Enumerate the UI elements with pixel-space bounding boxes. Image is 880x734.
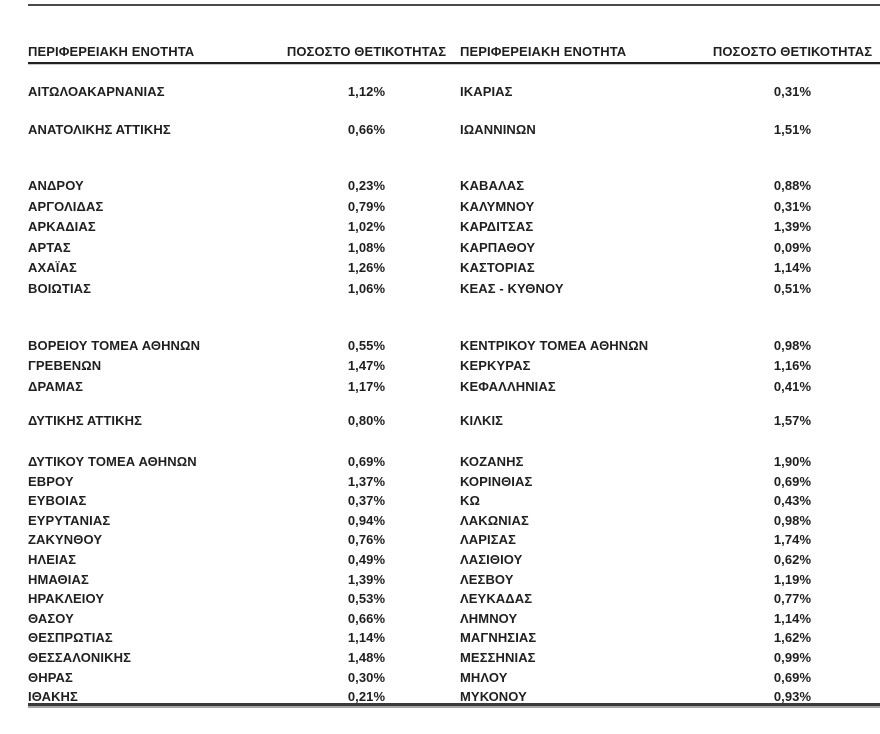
region-name-right: ΚΕΑΣ - ΚΥΘΝΟΥ	[460, 280, 564, 296]
table-row	[28, 379, 880, 400]
region-name-left: ΑΡΚΑΔΙΑΣ	[28, 219, 96, 234]
positivity-value-right: 0,77%	[773, 591, 812, 607]
positivity-value-right: 1,19%	[773, 571, 812, 587]
positivity-value-left: 1,08%	[347, 239, 386, 255]
table-body	[0, 65, 880, 709]
region-name-right: ΚΑΡΔΙΤΣΑΣ	[460, 219, 534, 234]
table-row	[28, 178, 880, 199]
region-name-right: ΛΕΥΚΑΔΑΣ	[460, 591, 533, 607]
header-positivity-right: ΠΟΣΟΣΤΟ ΘΕΤΙΚΟΤΗΤΑΣ	[712, 44, 873, 59]
column-gap	[450, 513, 460, 533]
column-gap	[450, 493, 460, 513]
region-name-left: ΗΡΑΚΛΕΙΟΥ	[28, 591, 105, 607]
table-row	[28, 240, 880, 261]
table-row	[28, 358, 880, 379]
table-row	[28, 413, 880, 434]
row-group	[0, 454, 880, 709]
table-row	[28, 670, 880, 690]
positivity-value-right: 1,90%	[773, 454, 812, 469]
positivity-value-left: 0,23%	[347, 178, 386, 193]
column-gap	[450, 84, 460, 122]
region-name-right: ΚΑΒΑΛΑΣ	[460, 178, 525, 193]
positivity-value-right: 0,88%	[773, 178, 812, 193]
table-row	[28, 454, 880, 474]
region-name-right: ΚΙΛΚΙΣ	[460, 413, 504, 428]
positivity-value-right: 0,69%	[773, 473, 812, 489]
column-gap	[450, 591, 460, 611]
column-gap	[450, 219, 460, 240]
table-row	[28, 611, 880, 631]
header-region-left: ΠΕΡΙΦΕΡΕΙΑΚΗ ΕΝΟΤΗΤΑ	[28, 44, 195, 59]
column-gap	[450, 281, 460, 302]
region-name-right: ΚΑΡΠΑΘΟΥ	[460, 239, 536, 255]
table-row	[28, 552, 880, 572]
positivity-value-right: 1,14%	[773, 610, 812, 626]
region-name-left: ΘΗΡΑΣ	[28, 669, 73, 685]
table-row	[28, 199, 880, 220]
column-gap	[450, 650, 460, 670]
table-row	[28, 630, 880, 650]
region-name-left: ΘΕΣΣΑΛΟΝΙΚΗΣ	[28, 649, 131, 665]
region-name-right: ΜΑΓΝΗΣΙΑΣ	[460, 630, 537, 646]
column-gap	[450, 178, 460, 199]
region-name-left: ΔΡΑΜΑΣ	[28, 378, 84, 394]
region-name-left: ΓΡΕΒΕΝΩΝ	[28, 358, 102, 373]
column-gap	[450, 379, 460, 400]
positivity-value-right: 1,62%	[773, 630, 812, 646]
region-name-right: ΚΑΛΥΜΝΟΥ	[460, 198, 535, 214]
positivity-value-right: 0,31%	[773, 198, 812, 214]
region-name-right: ΚΟΡΙΝΘΙΑΣ	[460, 473, 533, 489]
positivity-value-left: 0,53%	[347, 591, 386, 607]
column-gap	[450, 44, 460, 59]
positivity-value-left: 0,94%	[347, 512, 386, 528]
positivity-value-right: 0,93%	[773, 689, 812, 705]
positivity-value-left: 0,69%	[347, 454, 386, 469]
positivity-value-left: 0,55%	[347, 337, 386, 353]
region-name-left: ΒΟΙΩΤΙΑΣ	[28, 280, 92, 296]
column-gap	[450, 689, 460, 709]
positivity-value-right: 0,31%	[773, 84, 812, 99]
region-name-left: ΙΘΑΚΗΣ	[28, 689, 78, 705]
region-name-left: ΑΧΑΪΑΣ	[28, 260, 77, 275]
region-name-right: ΙΩΑΝΝΙΝΩΝ	[460, 122, 536, 137]
positivity-value-right: 0,99%	[773, 649, 812, 665]
positivity-value-left: 0,79%	[347, 198, 386, 214]
column-gap	[450, 240, 460, 261]
table-row	[28, 493, 880, 513]
region-name-right: ΛΕΣΒΟΥ	[460, 571, 514, 587]
table-row	[28, 572, 880, 592]
region-name-left: ΑΙΤΩΛΟΑΚΑΡΝΑΝΙΑΣ	[28, 84, 165, 99]
region-name-left: ΗΜΑΘΙΑΣ	[28, 571, 89, 587]
positivity-value-left: 1,14%	[347, 630, 386, 646]
row-group	[0, 338, 880, 400]
positivity-value-left: 1,37%	[347, 473, 386, 489]
region-name-left: ΑΝΑΤΟΛΙΚΗΣ ΑΤΤΙΚΗΣ	[28, 122, 171, 137]
row-group	[0, 178, 880, 301]
positivity-value-left: 0,21%	[347, 689, 386, 705]
table-row	[28, 513, 880, 533]
positivity-value-left: 0,49%	[347, 551, 386, 567]
positivity-value-left: 0,37%	[347, 493, 386, 509]
column-gap	[450, 260, 460, 281]
region-name-right: ΚΕΝΤΡΙΚΟΥ ΤΟΜΕΑ ΑΘΗΝΩΝ	[460, 337, 649, 353]
table-row	[28, 591, 880, 611]
positivity-value-right: 0,09%	[773, 239, 812, 255]
region-name-right: ΛΑΚΩΝΙΑΣ	[460, 512, 529, 528]
positivity-value-right: 1,14%	[773, 260, 812, 275]
region-name-left: ΕΥΡΥΤΑΝΙΑΣ	[28, 512, 111, 528]
region-name-left: ΑΝΔΡΟΥ	[28, 178, 84, 193]
region-name-right: ΛΑΡΙΣΑΣ	[460, 532, 517, 548]
region-name-right: ΚΑΣΤΟΡΙΑΣ	[460, 260, 535, 275]
region-name-right: ΙΚΑΡΙΑΣ	[460, 84, 513, 99]
positivity-value-right: 1,16%	[773, 358, 812, 373]
positivity-value-right: 0,62%	[773, 551, 812, 567]
row-group	[0, 413, 880, 434]
region-name-right: ΚΕΦΑΛΛΗΝΙΑΣ	[460, 378, 556, 394]
positivity-value-right: 0,41%	[773, 378, 812, 394]
region-name-left: ΑΡΓΟΛΙΔΑΣ	[28, 198, 104, 214]
column-gap	[450, 413, 460, 434]
table-row	[28, 281, 880, 302]
header-positivity-left: ΠΟΣΟΣΤΟ ΘΕΤΙΚΟΤΗΤΑΣ	[286, 44, 447, 59]
table-row	[28, 260, 880, 281]
column-gap	[450, 338, 460, 359]
positivity-value-left: 0,66%	[347, 122, 386, 137]
header-region-right: ΠΕΡΙΦΕΡΕΙΑΚΗ ΕΝΟΤΗΤΑ	[460, 44, 627, 59]
positivity-value-right: 1,57%	[773, 413, 812, 428]
table-row	[28, 219, 880, 240]
column-gap	[450, 532, 460, 552]
positivity-value-right: 1,74%	[773, 532, 812, 548]
table-row	[28, 474, 880, 494]
region-name-left: ΑΡΤΑΣ	[28, 239, 71, 255]
region-name-right: ΛΑΣΙΘΙΟΥ	[460, 551, 523, 567]
region-name-left: ΒΟΡΕΙΟΥ ΤΟΜΕΑ ΑΘΗΝΩΝ	[28, 337, 201, 353]
positivity-value-right: 0,69%	[773, 669, 812, 685]
positivity-value-left: 0,30%	[347, 669, 386, 685]
positivity-value-left: 1,17%	[347, 378, 386, 394]
column-gap	[450, 358, 460, 379]
region-name-right: ΜΥΚΟΝΟΥ	[460, 689, 527, 705]
region-name-left: ΔΥΤΙΚΟΥ ΤΟΜΕΑ ΑΘΗΝΩΝ	[28, 454, 197, 469]
positivity-value-left: 0,66%	[347, 610, 386, 626]
positivity-value-left: 1,48%	[347, 649, 386, 665]
table-row	[28, 122, 880, 160]
column-gap	[450, 611, 460, 631]
region-name-right: ΚΕΡΚΥΡΑΣ	[460, 358, 531, 373]
column-gap	[450, 552, 460, 572]
region-name-right: ΚΩ	[460, 493, 481, 509]
positivity-value-left: 0,76%	[347, 532, 386, 548]
positivity-value-right: 0,98%	[773, 337, 812, 353]
column-gap	[450, 199, 460, 220]
region-name-left: ΕΥΒΟΙΑΣ	[28, 493, 87, 509]
region-name-right: ΛΗΜΝΟΥ	[460, 610, 518, 626]
column-gap	[450, 122, 460, 160]
region-name-right: ΚΟΖΑΝΗΣ	[460, 454, 524, 469]
column-gap	[450, 670, 460, 690]
region-name-left: ΔΥΤΙΚΗΣ ΑΤΤΙΚΗΣ	[28, 413, 142, 428]
table-row	[28, 532, 880, 552]
positivity-value-left: 1,26%	[347, 260, 386, 275]
region-name-left: ΘΕΣΠΡΩΤΙΑΣ	[28, 630, 113, 646]
positivity-value-left: 1,06%	[347, 280, 386, 296]
positivity-value-right: 1,51%	[773, 122, 812, 137]
table-row	[28, 338, 880, 359]
positivity-value-left: 1,02%	[347, 219, 386, 234]
region-name-right: ΜΗΛΟΥ	[460, 669, 508, 685]
region-name-left: ΕΒΡΟΥ	[28, 473, 74, 489]
positivity-value-left: 1,12%	[347, 84, 386, 99]
row-group	[0, 84, 880, 160]
positivity-value-right: 0,51%	[773, 280, 812, 296]
region-name-left: ΗΛΕΙΑΣ	[28, 551, 77, 567]
region-name-right: ΜΕΣΣΗΝΙΑΣ	[460, 649, 536, 665]
region-name-left: ΖΑΚΥΝΘΟΥ	[28, 532, 103, 548]
positivity-value-left: 1,39%	[347, 571, 386, 587]
table-header	[28, 6, 880, 59]
column-gap	[450, 630, 460, 650]
column-gap	[450, 474, 460, 494]
table-row	[28, 84, 880, 122]
column-gap	[450, 572, 460, 592]
positivity-value-right: 0,98%	[773, 512, 812, 528]
table-row	[28, 689, 880, 709]
positivity-value-right: 1,39%	[773, 219, 812, 234]
column-gap	[450, 454, 460, 474]
positivity-value-right: 0,43%	[773, 493, 812, 509]
region-name-left: ΘΑΣΟΥ	[28, 610, 74, 626]
table-row	[28, 650, 880, 670]
positivity-value-left: 0,80%	[347, 413, 386, 428]
positivity-value-left: 1,47%	[347, 358, 386, 373]
